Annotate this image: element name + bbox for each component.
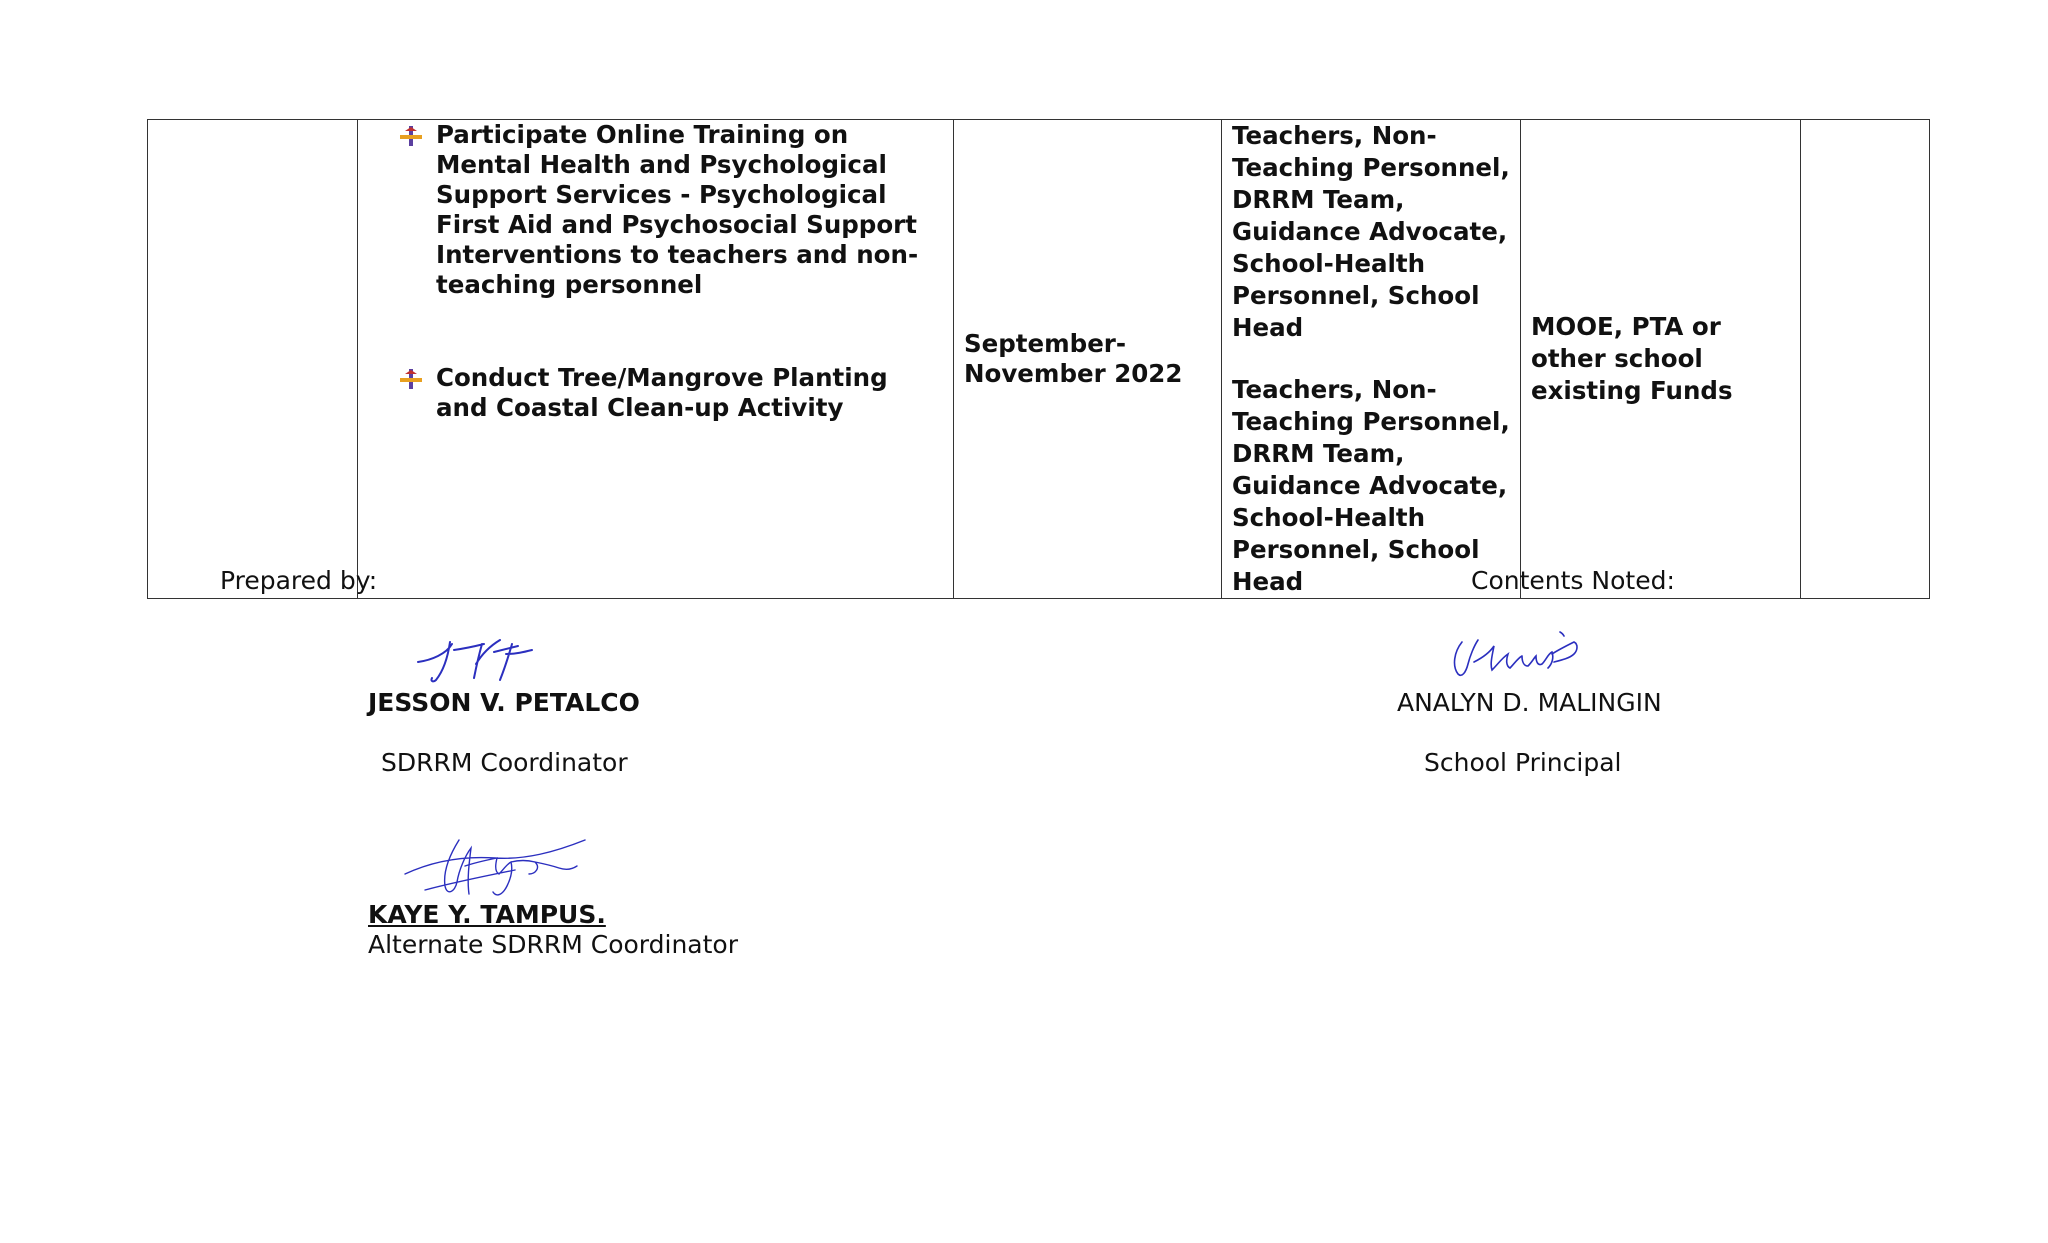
activity-spacer	[400, 300, 933, 363]
alternate-title: Alternate SDRRM Coordinator	[368, 930, 738, 959]
persons-spacer	[1232, 344, 1510, 374]
preparer-title: SDRRM Coordinator	[381, 748, 628, 777]
activity-item	[400, 120, 933, 300]
plus-arrow-bullet-icon	[400, 120, 436, 150]
table-row	[148, 120, 1930, 599]
noter-title: School Principal	[1424, 748, 1622, 777]
contents-noted-label: Contents Noted:	[1471, 566, 1675, 595]
plus-arrow-bullet-icon	[400, 363, 436, 393]
table-cell-blank	[148, 120, 358, 599]
prepared-by-label: Prepared by:	[220, 566, 378, 595]
persons-involved-text: Teachers, Non-Teaching Personnel, DRRM Team, Guidance Advocate, School-Health Personnel, School Head	[1232, 121, 1510, 342]
timeframe-text: September-November 2022	[964, 329, 1183, 388]
persons-involved-cell	[1222, 120, 1521, 599]
timeframe-cell	[954, 120, 1222, 599]
activity-item	[400, 363, 933, 423]
noter-name: ANALYN D. MALINGIN	[1397, 688, 1662, 717]
signature-image-preparer	[410, 634, 540, 686]
action-plan-table	[147, 119, 1930, 599]
persons-involved-text: Teachers, Non-Teaching Personnel, DRRM Team, Guidance Advocate, School-Health Personnel, School Head	[1232, 375, 1510, 596]
funds-source-cell	[1521, 120, 1801, 599]
alternate-name: KAYE Y. TAMPUS.	[368, 900, 606, 929]
activities-cell	[358, 120, 954, 599]
table-cell-blank	[1801, 120, 1930, 599]
preparer-name: JESSON V. PETALCO	[368, 688, 640, 717]
signature-image-noter	[1448, 628, 1583, 684]
funds-source-text: MOOE, PTA or other school existing Funds	[1531, 312, 1733, 405]
activity-text: Participate Online Training on Mental Health and Psychological Support Services - Psychological First Aid and Psychosocial Support Interventions to teachers and non-teaching personnel	[436, 120, 919, 299]
signature-image-alternate	[395, 830, 590, 908]
activity-text: Conduct Tree/Mangrove Planting and Coastal Clean-up Activity	[436, 363, 888, 422]
